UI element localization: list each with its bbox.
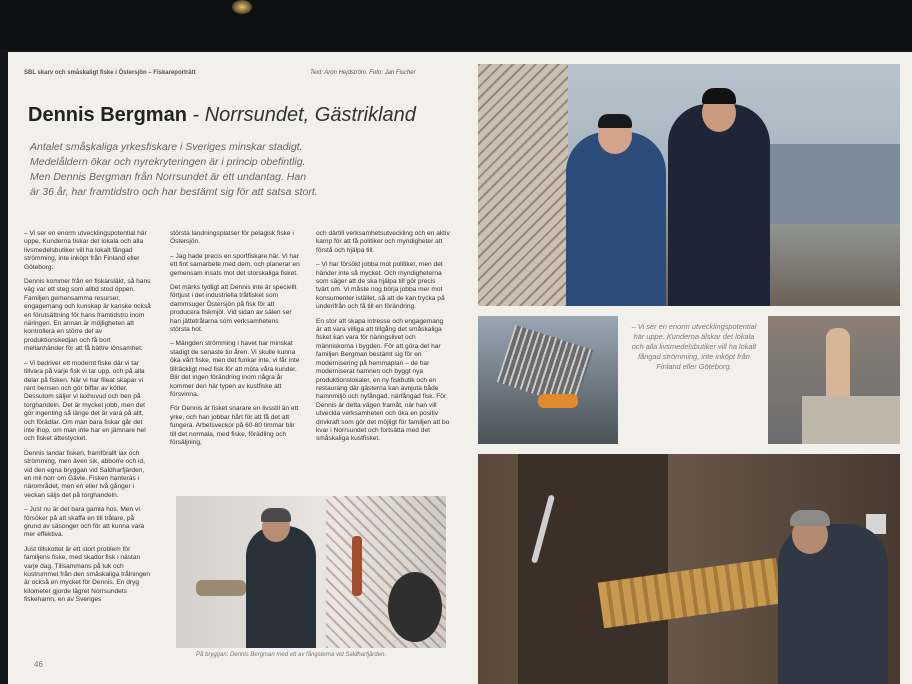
beanie [790,510,830,526]
sea-background [758,144,900,224]
photo-smokehouse-tray [478,454,900,684]
rope-image [352,536,362,596]
magazine-spread [8,52,912,684]
paragraph: Just tillskottet är ett stort problem för familjens fiske, med skador fisk i nästan varje dag. Tillsammans på tuk och kustrummet från den småskaliga trålningen är också en mycket för Dennis. En dryg kilometer gjorde lägret Norrsundets fiskehamn, en av Sveriges [24,545,151,604]
lead-line: Men Dennis Bergman från Norrsundet är ett undantag. Han [30,171,307,183]
fire-image [538,394,578,408]
cap [598,114,632,128]
paragraph: – Vi ser en enorm utvecklingspotential här uppe. Kunderna tiskar det lokala och alla livsmedelsbutiker vill ha lokalt fångad strömming, inte inköpt från Finland eller Göteborg. [24,230,147,271]
cutting-board-image [802,396,900,444]
paragraph: Dennis kommer från en fiskarsläkt, så hans väg var ett steg som alltid stod öppen. Familjen gemensamma resurser, engagemang och kunskap är kanske också en förutsättning för hans framtidstro inom näringen. En annan är möjligheten att kontrollera en större del av produktionskedjan och få bort mellanhänder för att få bättre lönsamhet. [24,278,151,353]
text-column-1 [24,230,152,611]
lead-line: Antalet småskaliga yrkesfiskare i Sveriges minskar stadigt. [30,141,303,153]
smokehouse-door [518,454,668,684]
dennis-bergman-figure [668,104,770,306]
photo-hands-filleting [768,316,900,444]
paragraph: En stor att skapa intresse och engagemang är att vara villiga att tillgång det småskaliga fisket kan vara för näringslivet och människorna i bygden. För att göra det har familjen Bergman bestämt sig för en modernisering på hemmaplan – de har moderniserat hamnen och byggt nya produktionslokaler, en ny fiskbutik och en restaurang där gästerna kan avnjuta både hamnmiljö och nyfångad, närfångad fisk. För Dennis är detta vägen framåt, när han vill utveckla verksamheten och öka en positiv drivkraft som gör det möjligt för familjen att bo kvar i Norrsundet och fortsätta med det småskaliga kustfisket. [316,317,450,443]
net-reel-image [388,572,442,642]
paragraph: – Vi har försökt jobba mot politiker, men det händer inte så mycket. Och myndigheterna som säger att de ska hjälpa till gör precis tvärt om. Vi måste nog börja jobba mer mot konsumenter istället, så att de kan trycka på underifrån och få till en förändring. [316,261,445,311]
text-column-2 [170,230,300,453]
beanie [702,88,736,104]
fish-crate-image [196,580,246,596]
running-head: SBL skarv och småskaligt fiske i Östersjön – Fiskareporträtt [24,70,196,76]
paragraph: Det märks tydligt att Dennis inte är speciellt förtjust i det industriella trålfisket som dammsuger Östersjön på fisk för att producera fiskmjöl. Vid sidan av sälen ser han jättetrålarna som verksamhetens största hot. [170,284,297,334]
lead-line: Medelåldern ökar och nyrekryteringen är i princip obefintlig. [30,156,306,168]
fisherman-with-tray-figure [778,524,888,684]
photo-fish-grill [478,316,618,444]
monitor-bezel [0,0,912,50]
hanging-nets-image [478,64,568,306]
paragraph: största landningsplatser för pelagisk fiske i Östersjön. [170,230,294,246]
photo-two-fishermen [478,64,900,306]
text-column-3 [316,230,450,450]
paragraph: Dennis landar fisken, framförallt lax och strömming, men även sik, abborre och id, vid den egna bryggan vid Saldharfjärden, en mil norr om Gävle. Fisken hanteras i närområdet, men en eller två gånger i veckan säljs det på torghandeln. [24,449,145,499]
fisherman-figure [246,526,316,648]
paragraph: För Dennis är fisket snarare en livsstil än ett yrke, och han jobbar hårt för att få det att fungera. Arbetsveckor på 60-80 timmar blir till det normala, med fiske, förädling och försäljning, [170,405,299,446]
left-page [8,52,478,684]
beanie [261,508,291,522]
lead-line: är 36 år, har framtidstro och har bestämt sig för att satsa stort. [30,186,318,198]
paragraph: – Jag hade precis en sportfiskare här. Vi har ett fint samarbete med dem, och planerar en gemensam insats mot det storskaliga fisket. [170,252,300,277]
title-place: Norrsundet, Gästrikland [204,104,416,126]
paragraph: – Mängden strömming i havet har minskat stadigt de senaste tio åren. Vi skulle kunna öka vårt fiske, men det funkar inte, vi får inte tillräckligt med fisk för att möta våra kunder. Blir det ingen förändring inom några år kommer den här typen av kustfiske att försvinna. [170,340,300,398]
title-name: Dennis Bergman [28,104,187,126]
photo-fisherman-with-net [176,496,446,648]
article-credits: Text: Aron Hejdström. Foto: Jan Fischer [310,70,416,76]
older-fisherman-figure [566,132,666,306]
pull-quote: – Vi ser en enorm utvecklingspotential här uppe. Kunderna älskar det lokala och alla livsmedelsbutiker vill ha lokalt fångad strömming, inte inköpt från Finland eller Göteborg. [631,322,757,371]
page-number: 46 [34,660,43,669]
article-lead [30,140,410,200]
paragraph: och därtill verksamhetsutveckling och en aktiv kamp för att få politiker och myndigheter att förstå och hjälpa till. [316,230,450,254]
paragraph: – Just nu är det bara gamla hos. Men vi försöker på att skaffa en till trålare, på grund av säsonger och för att kunna vara mer effektiva. [24,506,145,539]
title-dash: - [186,104,205,126]
screen-reflection [232,0,252,14]
article-title [28,104,416,127]
paragraph: – Vi bedriver ett modernt fiske där vi tar tillvara på varje fisk vi tar upp, och på alla delar på fisken. När vi har fileat skapar vi rent bensen och gör biffar av kötter. Dessutom säljer vi laxhuvud och ben på torghandeln. Det är mycket jobb, men det gör ingenting så länge det är vara på allt, och förädlar. Om man bara fiskar går det inte ihop, om man inte har en jämnare hel och fisket ättestycket. [24,359,146,443]
photo-caption: På bryggan: Dennis Bergman med ett av fångsterna vid Saldharfjärden. [196,652,387,658]
